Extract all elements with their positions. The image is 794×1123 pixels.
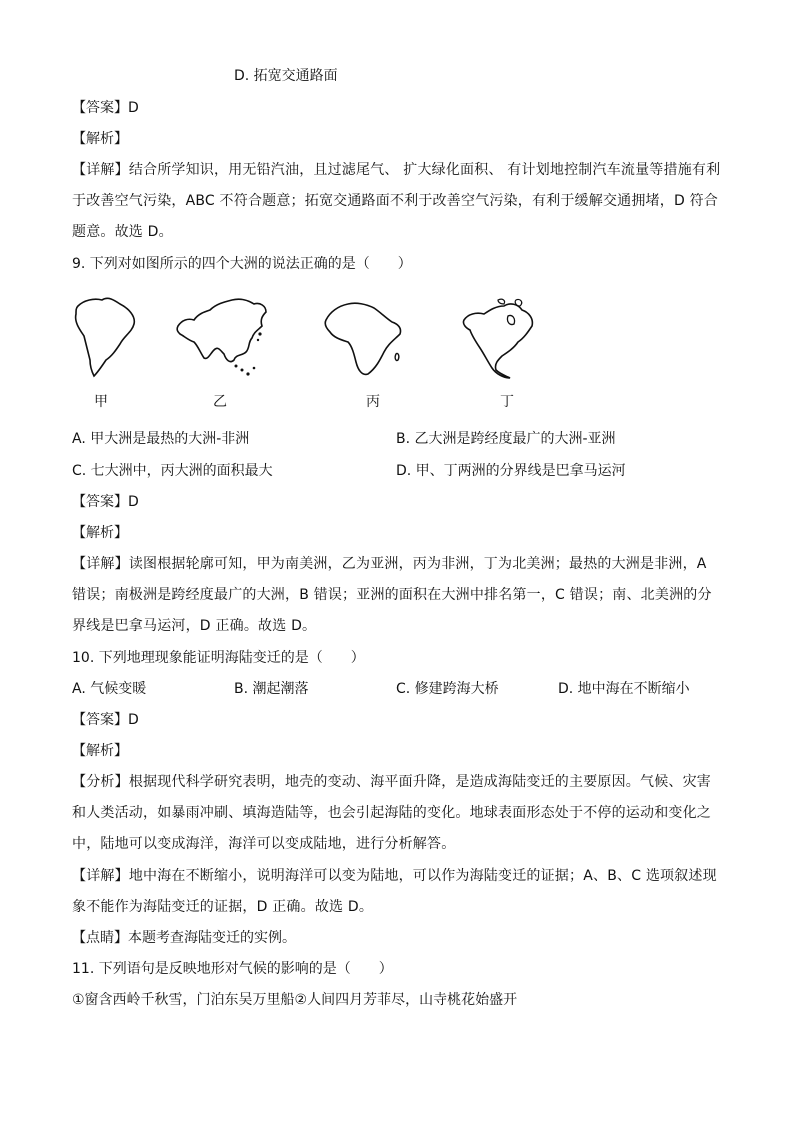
q8-detail: [72, 155, 724, 248]
map-label-jia: 甲: [94, 394, 108, 410]
answer-tag: 【答案】: [72, 712, 128, 728]
detail-tag: 【详解】: [72, 556, 129, 572]
q10-option-c: C. 修建跨海大桥: [396, 681, 499, 697]
answer-value: D: [128, 100, 139, 116]
q10-option-a: A. 气候变暖: [72, 681, 147, 697]
answer-value: D: [128, 712, 139, 728]
q10-option-d: D. 地中海在不断缩小: [558, 681, 690, 697]
analysis-tag: 【分析】: [72, 774, 129, 790]
q8-answer: [72, 98, 139, 118]
comment-tag: 【点睛】: [72, 930, 128, 946]
q9-option-a: A. 甲大洲是最热的大洲-非洲: [72, 431, 250, 447]
q9-answer: [72, 492, 139, 512]
q10-analysis: [72, 767, 724, 860]
comment-text: 本题考查海陆变迁的实例。: [128, 930, 296, 946]
q10-answer: [72, 710, 139, 730]
q9-option-b: B. 乙大洲是跨经度最广的大洲-亚洲: [396, 431, 616, 447]
q9-option-c: C. 七大洲中，丙大洲的面积最大: [72, 463, 273, 479]
q9-stem: 9. 下列对如图所示的四个大洲的说法正确的是（ ）: [72, 256, 412, 272]
south-america-outline-icon: [72, 294, 140, 378]
q10-detail: [72, 861, 724, 923]
answer-tag: 【答案】: [72, 100, 128, 116]
q10-comment: [72, 928, 296, 948]
q10-option-b: B. 潮起潮落: [234, 681, 309, 697]
detail-text: 地中海在不断缩小，说明海洋可以变为陆地，可以作为海陆变迁的证据；A、B、C 选项叙述现象不能作为海陆变迁的证据，D 正确。故选 D。: [72, 868, 717, 915]
detail-tag: 【详解】: [72, 868, 129, 884]
map-label-ding: 丁: [500, 394, 514, 410]
answer-value: D: [128, 494, 139, 510]
q11-stem: 11. 下列语句是反映地形对气候的影响的是（ ）: [72, 961, 393, 977]
q11-poems: ①窗含西岭千秋雪，门泊东吴万里船②人间四月芳菲尽，山寺桃花始盛开: [72, 992, 518, 1008]
q9-detail: [72, 549, 724, 642]
map-label-yi: 乙: [213, 394, 227, 410]
answer-tag: 【答案】: [72, 494, 128, 510]
north-america-outline-icon: [458, 296, 538, 380]
africa-outline-icon: [322, 298, 406, 378]
detail-text: 读图根据轮廓可知，甲为南美洲，乙为亚洲，丙为非洲，丁为北美洲；最热的大洲是非洲，A 错误；南极洲是跨经度最广的大洲，B 错误；亚洲的面积在大洲中排名第一，C 错误；南、北美洲的分界线是巴拿马运河，D 正确。故选 D。: [72, 556, 712, 634]
q10-analysis-heading: 【解析】: [72, 743, 128, 759]
q10-stem: 10. 下列地理现象能证明海陆变迁的是（ ）: [72, 650, 365, 666]
detail-text: 结合所学知识，用无铅汽油，且过滤尾气、 扩大绿化面积、 有计划地控制汽车流量等措施有利于改善空气污染，ABC 不符合题意；拓宽交通路面不利于改善空气污染，有利于缓解交通拥堵，D 符合题意。故选 D。: [72, 162, 721, 240]
map-label-bing: 丙: [366, 394, 380, 410]
q9-option-d: D. 甲、丁两洲的分界线是巴拿马运河: [396, 463, 626, 479]
detail-tag: 【详解】: [72, 162, 129, 178]
asia-outline-icon: [174, 294, 270, 378]
q9-analysis-heading: 【解析】: [72, 525, 128, 541]
q8-option-d: D. 拓宽交通路面: [234, 68, 338, 84]
analysis-text: 根据现代科学研究表明，地壳的变动、海平面升降，是造成海陆变迁的主要原因。气候、灾害和人类活动，如暴雨冲刷、填海造陆等，也会引起海陆的变化。地球表面形态处于不停的运动和变化之中，陆地可以变成海洋，海洋可以变成陆地，进行分析解答。: [72, 774, 712, 852]
q8-analysis-heading: 【解析】: [72, 131, 128, 147]
